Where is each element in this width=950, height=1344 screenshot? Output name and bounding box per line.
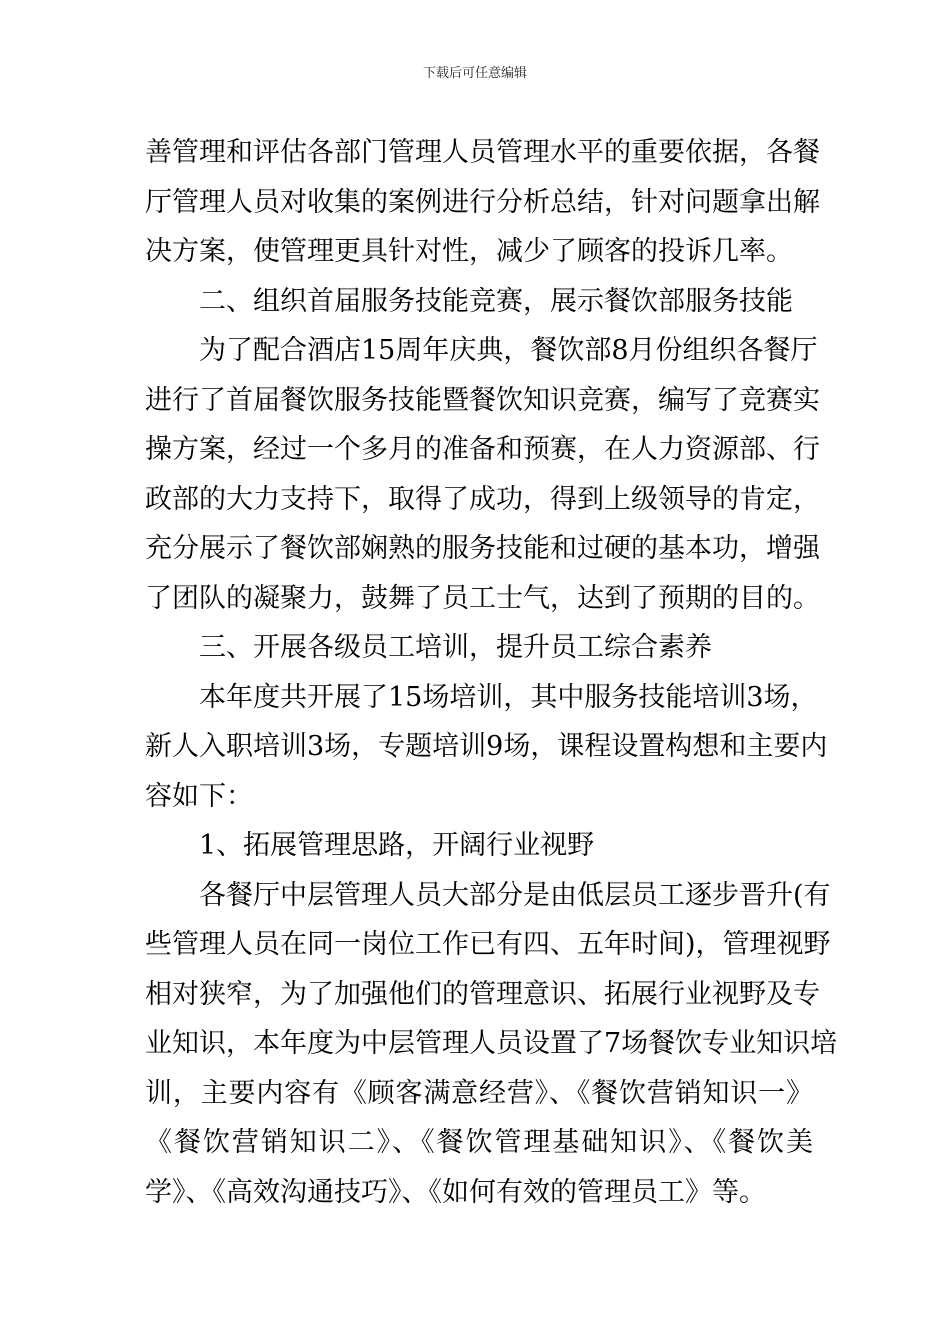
paragraph-skills-competition xyxy=(145,326,820,623)
paragraph-management-training xyxy=(145,871,838,1218)
text-line: 些管理人员在同一岗位工作已有四、五年时间)，管理视野 xyxy=(145,929,831,960)
text-line: 训，主要内容有《顾客满意经营》、《餐饮营销知识一》 xyxy=(145,1077,813,1109)
heading-line: 三、开展各级员工培训，提升员工综合素养 xyxy=(199,632,712,663)
section-heading-3 xyxy=(145,623,813,673)
text-line: 《餐饮营销知识二》、《餐饮管理基础知识》、《餐饮美 xyxy=(145,1127,813,1158)
page-header-note: 下载后可任意编辑 xyxy=(422,66,527,81)
document-body xyxy=(145,128,838,1217)
paragraph-training-overview xyxy=(145,673,828,822)
text-line: 新人入职培训3场，专题培训9场，课程设置构想和主要内 xyxy=(145,731,828,762)
text-line: 相对狭窄，为了加强他们的管理意识、拓展行业视野及专 xyxy=(145,978,820,1010)
subsection-heading-1 xyxy=(145,821,813,871)
text-line: 进行了首届餐饮服务技能暨餐饮知识竞赛，编写了竞赛实 xyxy=(145,384,820,416)
text-line: 了团队的凝聚力，鼓舞了员工士气，达到了预期的目的。 xyxy=(145,582,820,614)
heading-line: 二、组织首届服务技能竞赛，展示餐饮部服务技能 xyxy=(199,285,793,317)
text-line: 决方案，使管理更具针对性，减少了顾客的投诉几率。 xyxy=(145,236,793,267)
text-line: 善管理和评估各部门管理人员管理水平的重要依据，各餐 xyxy=(145,137,820,168)
text-line: 为了配合酒店15周年庆典，餐饮部8月份组织各餐厅 xyxy=(199,335,818,366)
text-line: 厅管理人员对收集的案例进行分析总结，针对问题拿出解 xyxy=(145,186,820,218)
text-line: 业知识，本年度为中层管理人员设置了7场餐饮专业知识培 xyxy=(145,1028,838,1059)
text-line: 各餐厅中层管理人员大部分是由低层员工逐步晋升(有 xyxy=(199,879,831,911)
text-line: 本年度共开展了15场培训，其中服务技能培训3场， xyxy=(199,681,818,713)
heading-line: 1、拓展管理思路，开阔行业视野 xyxy=(199,830,595,861)
text-line: 充分展示了餐饮部娴熟的服务技能和过硬的基本功，增强 xyxy=(145,533,820,564)
paragraph-continuation xyxy=(145,128,820,277)
text-line: 操方案，经过一个多月的准备和预赛，在人力资源部、行 xyxy=(145,434,820,465)
section-heading-2 xyxy=(145,277,813,327)
text-line: 政部的大力支持下，取得了成功，得到上级领导的肯定， xyxy=(145,483,820,515)
text-line: 学》、《高效沟通技巧》、《如何有效的管理员工》等。 xyxy=(145,1176,766,1208)
text-line: 容如下： xyxy=(145,780,253,812)
